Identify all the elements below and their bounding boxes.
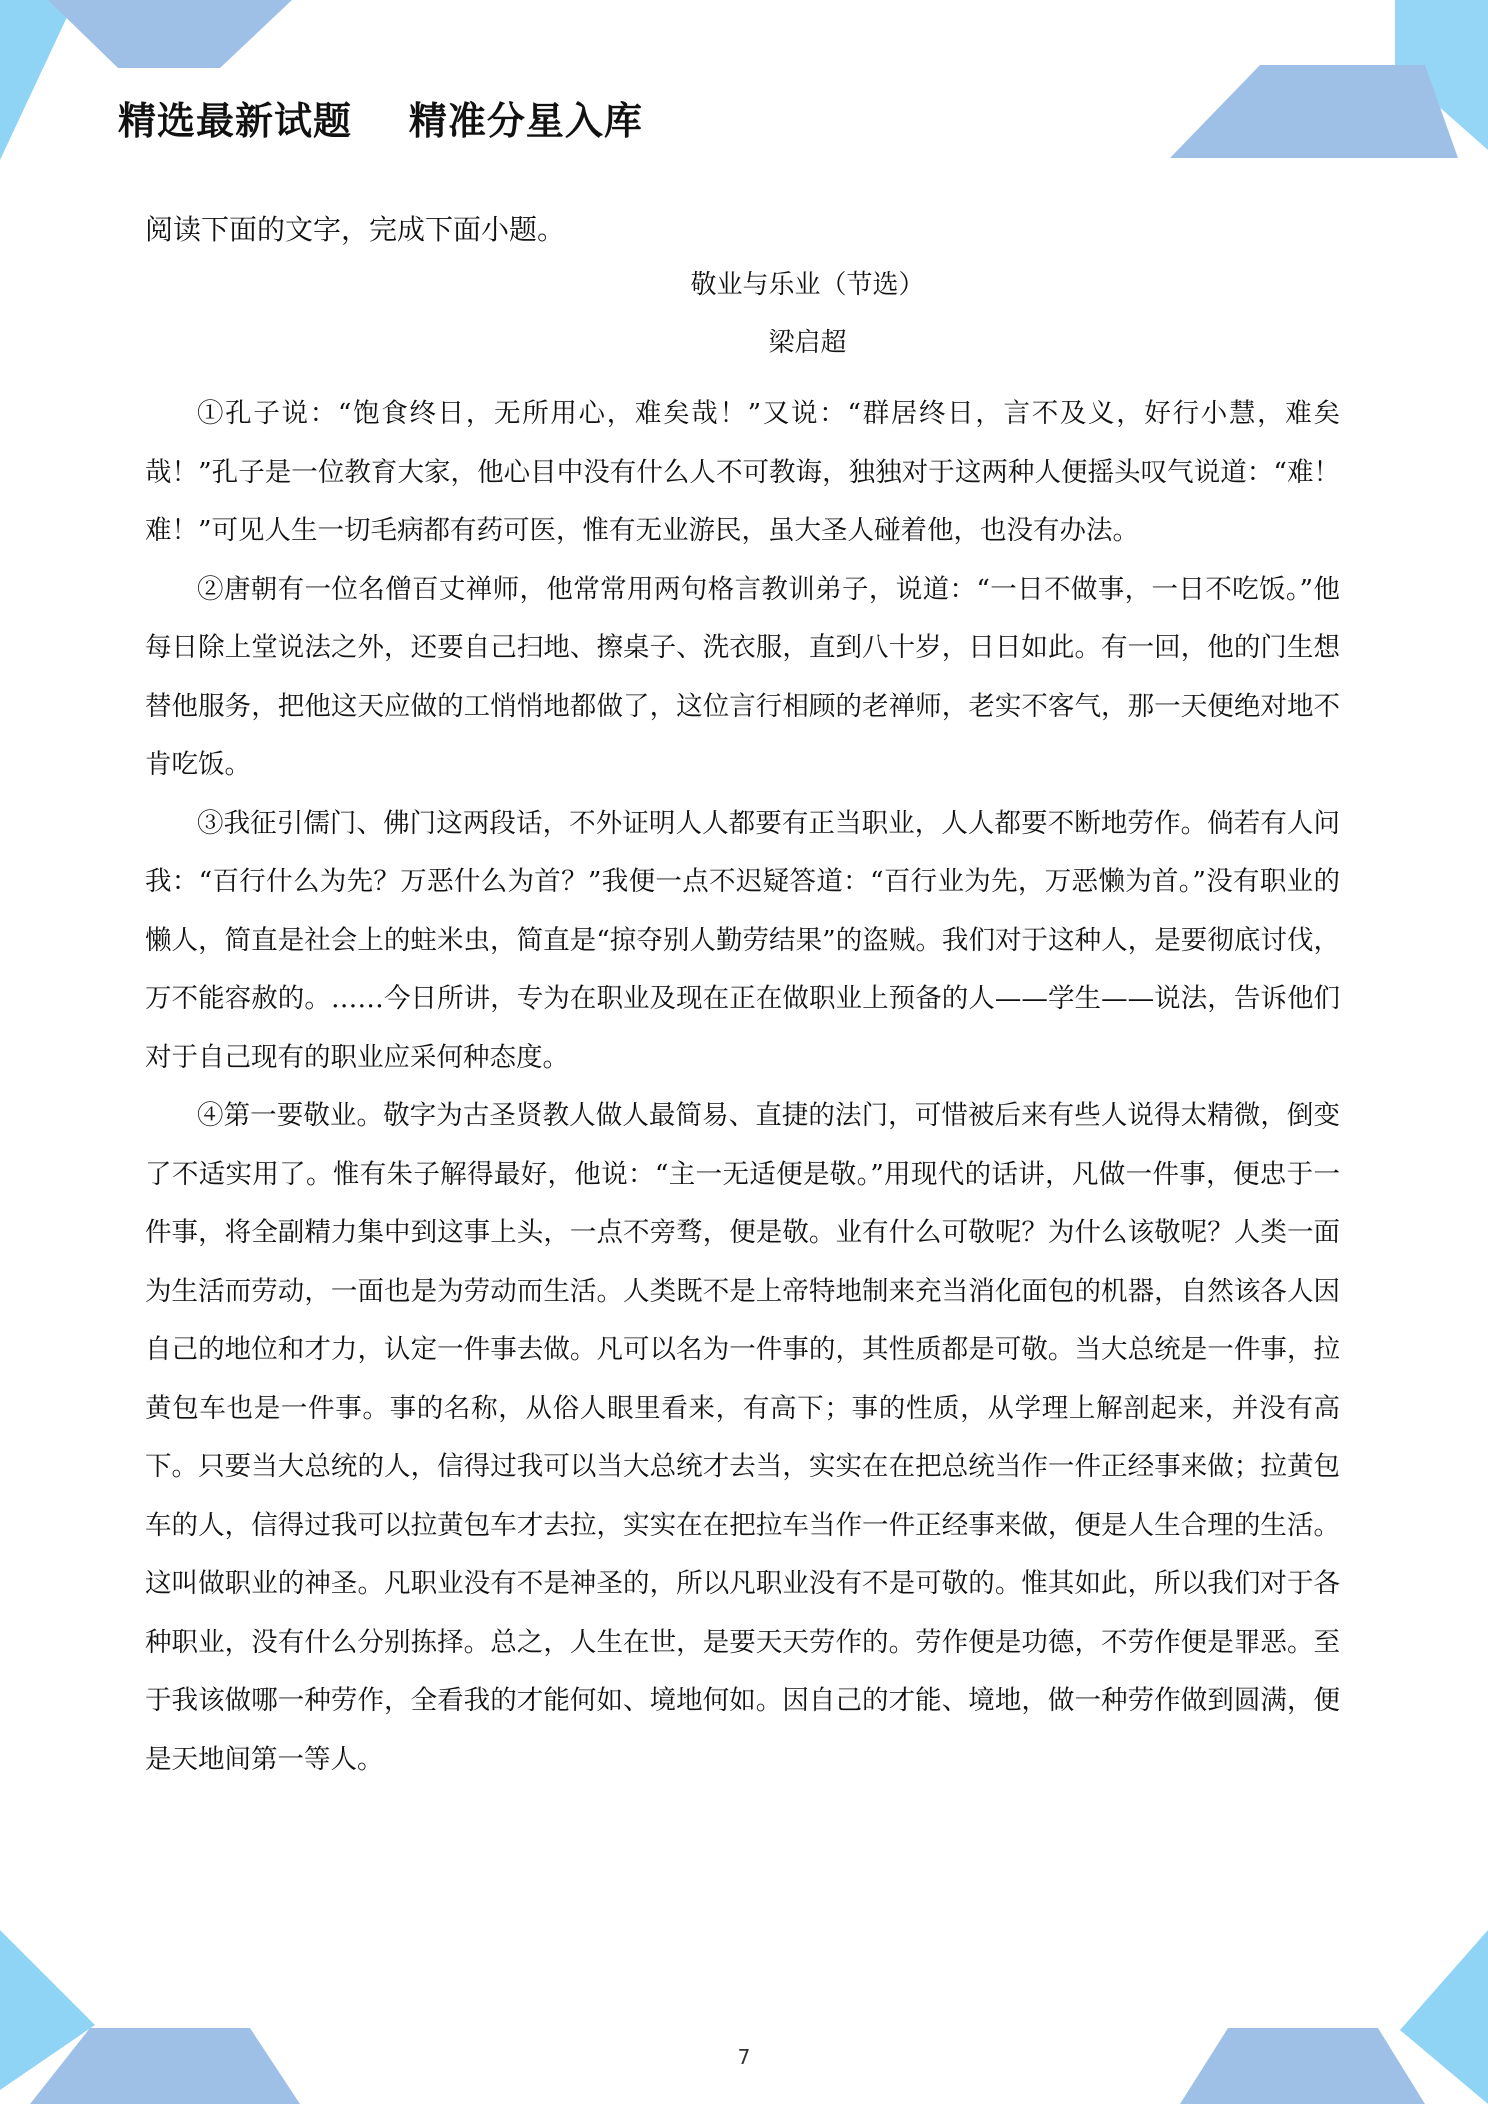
article-title: 敬业与乐业（节选） [690,270,925,300]
question-instruction: 阅读下面的文字，完成下面小题。 [145,213,566,246]
top-right-decoration [1170,0,1488,170]
document-body [145,205,1340,1789]
paragraph-4: ④第一要敬业。敬字为古圣贤教人做人最简易、直捷的法门，可惜被后来有些人说得太精微，倒变了不适实用了。惟有朱子解得最好，他说：“主一无适便是敬。”用现代的话讲，凡做一件事，便忠于一件事，将全副精力集中到这事上头，一点不旁骛，便是敬。业有什么可敬呢？为什么该敬呢？人类一面为生活而劳动，一面也是为劳动而生活。人类既不是上帝特地制来充当消化面包的机器，自然该各人因自己的地位和才力，认定一件事去做。凡可以名为一件事的，其性质都是可敬。当大总统是一件事，拉黄包车也是一件事。事的名称，从俗人眼里看来，有高下；事的性质，从学理上解剖起来，并没有高下。只要当大总统的人，信得过我可以当大总统才去当，实实在在把总统当作一件正经事来做；拉黄包车的人，信得过我可以拉黄包车才去拉，实实在在把拉车当作一件正经事来做，便是人生合理的生活。这叫做职业的神圣。凡职业没有不是神圣的，所以凡职业没有不是可敬的。惟其如此，所以我们对于各种职业，没有什么分别拣择。总之，人生在世，是要天天劳作的。劳作便是功德，不劳作便是罪恶。至于我该做哪一种劳作，全看我的才能何如、境地何如。因自己的才能、境地，做一种劳作做到圆满，便是天地间第一等人。 [145,1100,1340,1775]
page-number: 7 [737,2045,751,2069]
paragraph-2: ②唐朝有一位名僧百丈禅师，他常常用两句格言教训弟子，说道：“一日不做事，一日不吃饭。”他每日除上堂说法之外，还要自己扫地、擦桌子、洗衣服，直到八十岁，日日如此。有一回，他的门生想替他服务，把他这天应做的工悄悄地都做了，这位言行相顾的老禅师，老实不客气，那一天便绝对地不肯吃饭。 [145,573,1340,780]
article-author: 梁启超 [768,328,847,358]
header-title: 精选最新试题 精准分星入库 [118,99,643,143]
bottom-right-decoration [1150,1930,1488,2104]
bottom-left-decoration [0,1930,330,2104]
paragraph-3: ③我征引儒门、佛门这两段话，不外证明人人都要有正当职业，人人都要不断地劳作。倘若有人问我：“百行什么为先？万恶什么为首？”我便一点不迟疑答道：“百行业为先，万恶懒为首。”没有职业的懒人，简直是社会上的蛀米虫，简直是“掠夺别人勤劳结果”的盗贼。我们对于这种人，是要彻底讨伐，万不能容赦的。……今日所讲，专为在职业及现在正在做职业上预备的人——学生——说法，告诉他们对于自己现有的职业应采何种态度。 [145,807,1340,1073]
paragraph-1: ①孔子说：“饱食终日，无所用心，难矣哉！”又说：“群居终日，言不及义，好行小慧，难矣哉！”孔子是一位教育大家，他心目中没有什么人不可教诲，独独对于这两种人便摇头叹气说道：“难！难！”可见人生一切毛病都有药可医，惟有无业游民，虽大圣人碰着他，也没有办法。 [145,398,1340,546]
